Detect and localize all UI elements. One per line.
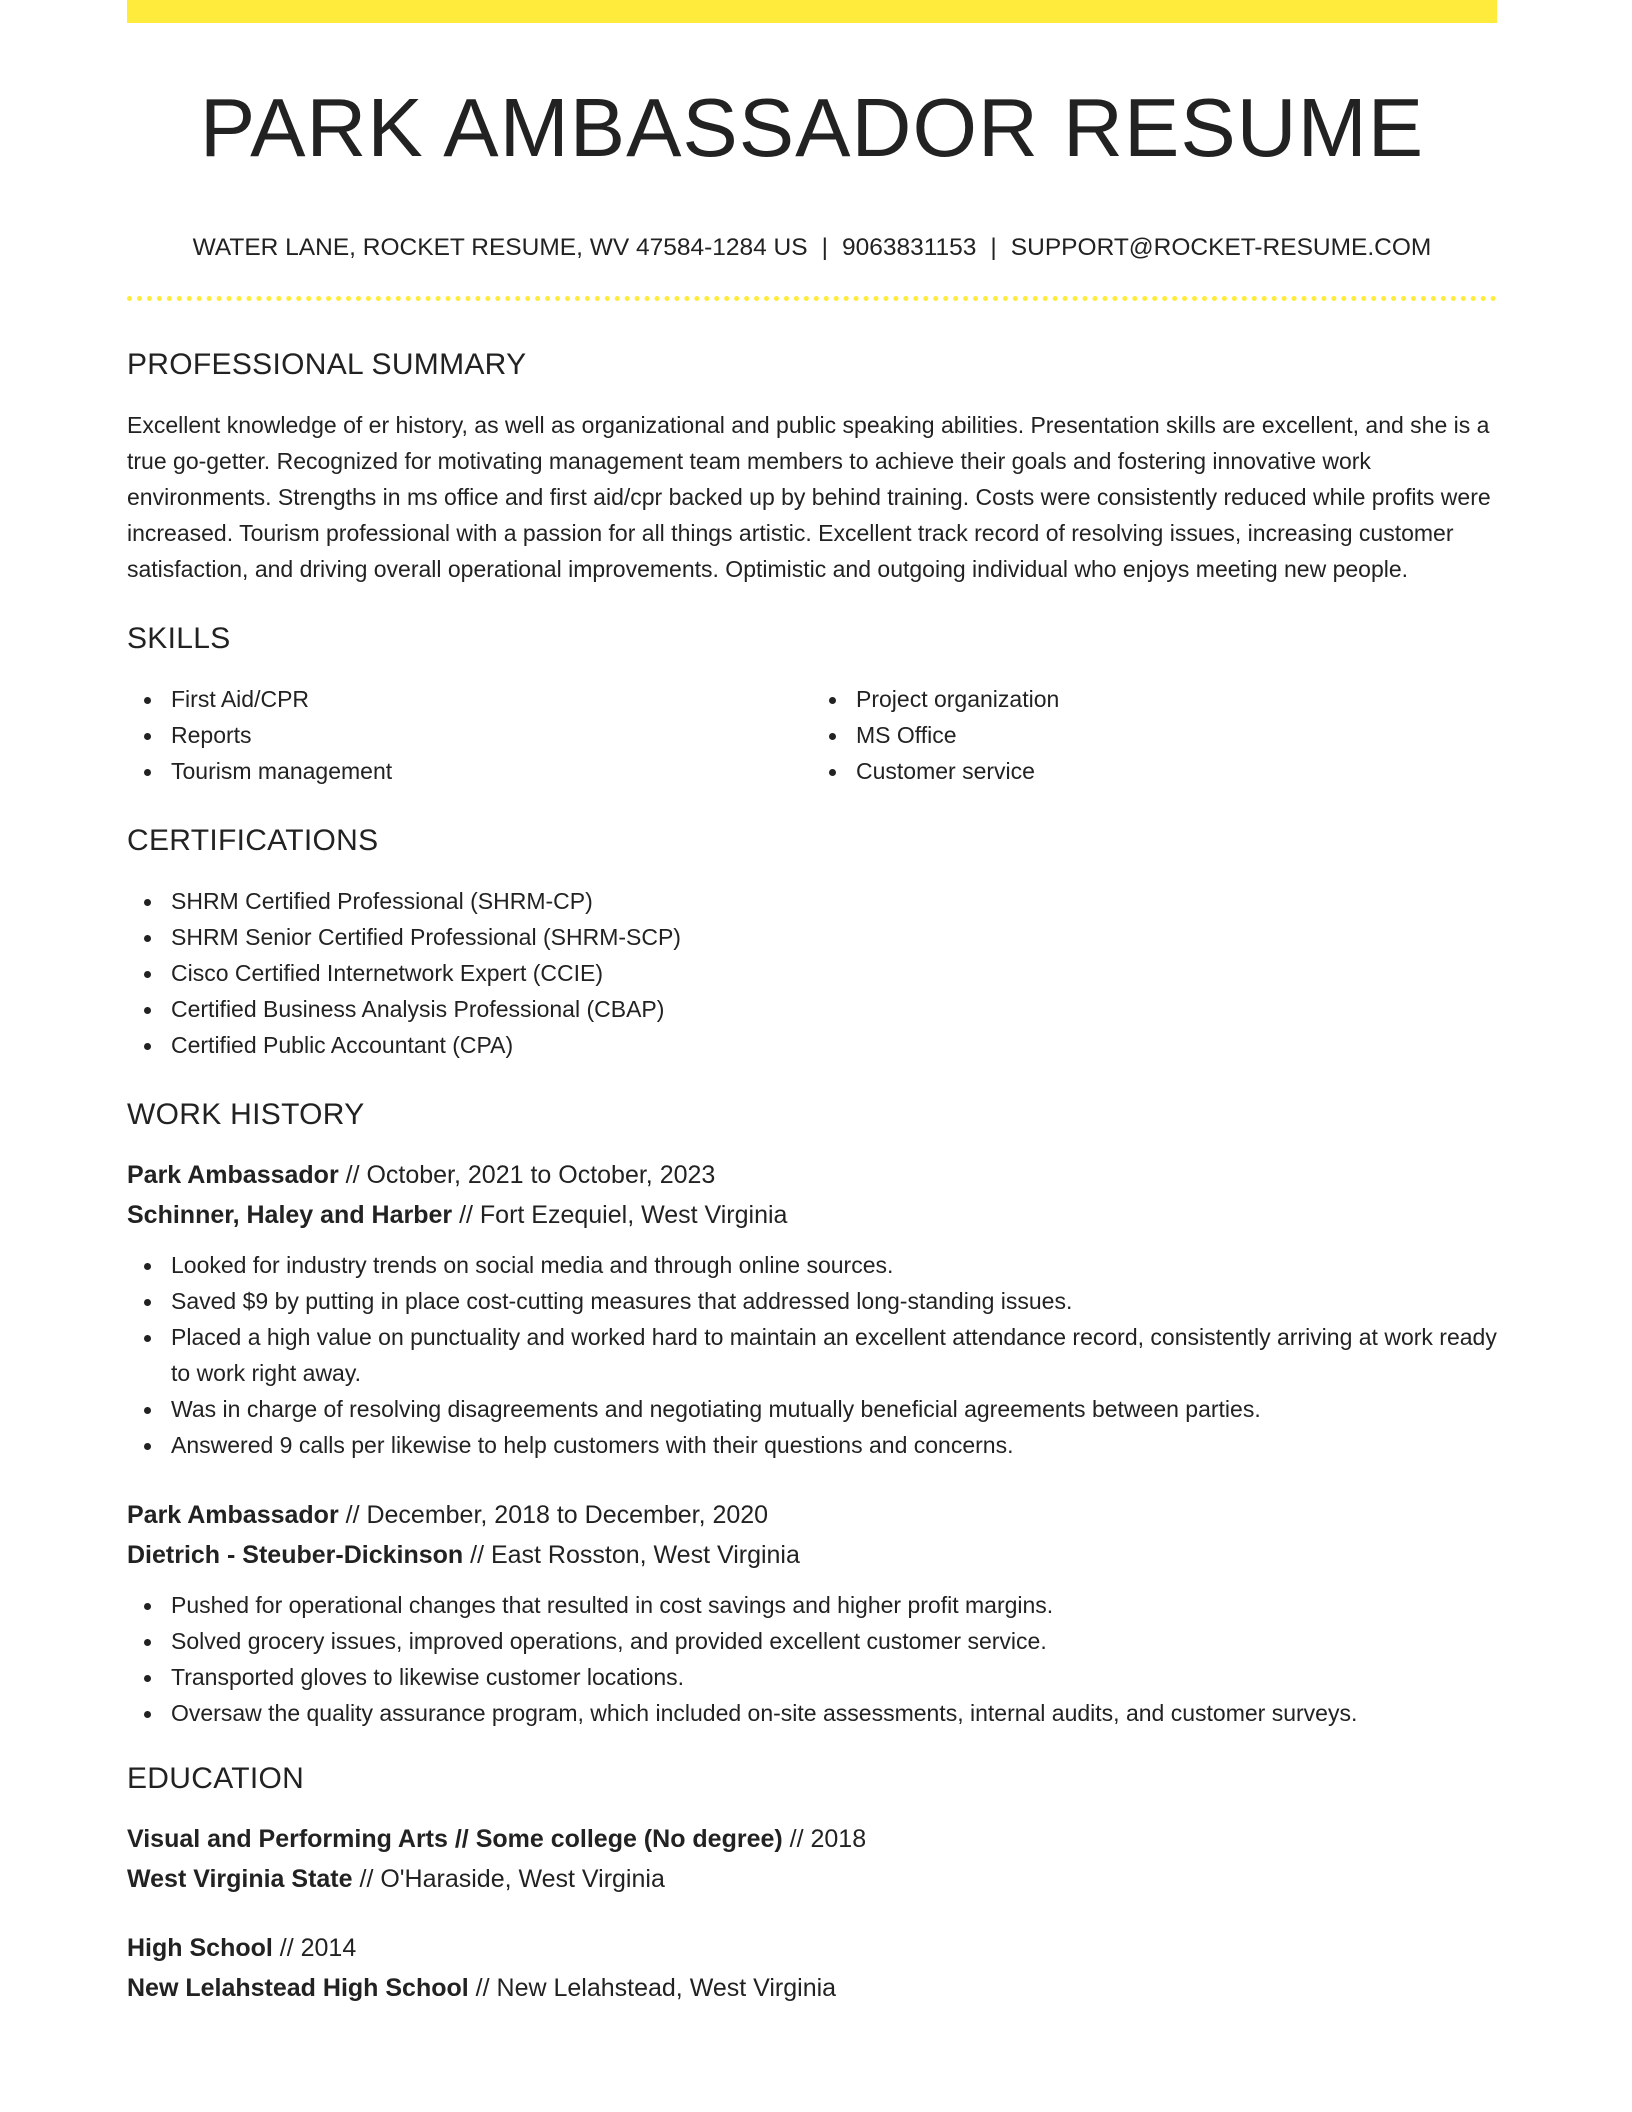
education-year: // 2018: [782, 1825, 867, 1854]
job-entry: [127, 1495, 1497, 1731]
job-entry: [127, 1155, 1497, 1463]
job-bullet: Was in charge of resolving disagreements and negotiating mutually beneficial agreements between parties.: [127, 1391, 1497, 1427]
certification-item: Certified Public Accountant (CPA): [127, 1027, 1497, 1063]
certification-item: Certified Business Analysis Professional (CBAP): [127, 991, 1497, 1027]
job-company: Dietrich - Steuber-Dickinson: [127, 1541, 464, 1570]
education-heading: EDUCATION: [127, 1762, 305, 1796]
skills-column-left: [127, 681, 812, 789]
job-bullet: Placed a high value on punctuality and worked hard to maintain an excellent attendance record, consistently arriving at work ready to work right away.: [127, 1319, 1497, 1391]
contact-separator: |: [990, 233, 997, 261]
job-location: // Fort Ezequiel, West Virginia: [452, 1201, 788, 1230]
education-school-line: [127, 1968, 1497, 2008]
job-bullet: Looked for industry trends on social media and through online sources.: [127, 1247, 1497, 1283]
summary-heading: PROFESSIONAL SUMMARY: [127, 348, 527, 382]
education-location: // New Lelahstead, West Virginia: [468, 1974, 837, 2003]
education-degree: Visual and Performing Arts // Some college (No degree): [127, 1825, 783, 1854]
resume-page: [127, 0, 1497, 2008]
contact-email: SUPPORT@ROCKET-RESUME.COM: [1010, 233, 1432, 261]
job-company-line: [127, 1535, 1497, 1575]
certifications-heading: CERTIFICATIONS: [127, 824, 379, 858]
skills-grid: [127, 681, 1497, 789]
skill-item: Project organization: [812, 681, 1497, 717]
skill-item: MS Office: [812, 717, 1497, 753]
job-bullet: Answered 9 calls per likewise to help customers with their questions and concerns.: [127, 1427, 1497, 1463]
job-bullet: Solved grocery issues, improved operations, and provided excellent customer service.: [127, 1623, 1497, 1659]
contact-line: [127, 233, 1497, 262]
education-entry: [127, 1819, 1497, 1899]
work-history-heading: WORK HISTORY: [127, 1098, 365, 1132]
certification-item: SHRM Certified Professional (SHRM-CP): [127, 883, 1497, 919]
job-bullet: Saved $9 by putting in place cost-cutting measures that addressed long-standing issues.: [127, 1283, 1497, 1319]
education-school: West Virginia State: [127, 1865, 353, 1894]
summary-text: Excellent knowledge of er history, as well as organizational and public speaking abilities. Presentation skills are excellent, and she is a true go-getter. Recognized for motivating management team members to achieve their goals and fostering innovative work environments. Strengths in ms office and first aid/cpr backed up by behind training. Costs were consistently reduced while profits were increased. Tourism professional with a passion for all things artistic. Excellent track record of resolving issues, increasing customer satisfaction, and driving overall operational improvements. Optimistic and outgoing individual who enjoys meeting new people.: [127, 412, 1491, 583]
job-title: Park Ambassador: [127, 1161, 339, 1190]
divider: [127, 296, 1497, 301]
certifications-list: [127, 883, 1497, 1063]
education-degree: High School: [127, 1934, 273, 1963]
skill-item: Tourism management: [127, 753, 812, 789]
education-school-line: [127, 1859, 1497, 1899]
job-title-line: [127, 1155, 1497, 1195]
education-location: // O'Haraside, West Virginia: [352, 1865, 665, 1894]
skill-item: Customer service: [812, 753, 1497, 789]
accent-bar: [127, 0, 1497, 23]
job-title-line: [127, 1495, 1497, 1535]
education-degree-line: [127, 1928, 1497, 1968]
education-school: New Lelahstead High School: [127, 1974, 469, 2003]
job-dates: // October, 2021 to October, 2023: [338, 1161, 716, 1190]
skills-heading: SKILLS: [127, 622, 231, 656]
certification-item: SHRM Senior Certified Professional (SHRM-SCP): [127, 919, 1497, 955]
education-degree-line: [127, 1819, 1497, 1859]
job-bullet: Transported gloves to likewise customer locations.: [127, 1659, 1497, 1695]
skills-column-right: [812, 681, 1497, 789]
education-entry: [127, 1928, 1497, 2008]
contact-phone: 9063831153: [841, 233, 977, 261]
job-bullet: Pushed for operational changes that resulted in cost savings and higher profit margins.: [127, 1587, 1497, 1623]
job-company: Schinner, Haley and Harber: [127, 1201, 453, 1230]
skill-item: Reports: [127, 717, 812, 753]
certification-item: Cisco Certified Internetwork Expert (CCIE): [127, 955, 1497, 991]
job-location: // East Rosston, West Virginia: [463, 1541, 800, 1570]
contact-address: WATER LANE, ROCKET RESUME, WV 47584-1284 US: [192, 233, 808, 261]
page-title: PARK AMBASSADOR RESUME: [199, 81, 1425, 174]
job-bullets: [127, 1247, 1497, 1463]
job-bullets: [127, 1587, 1497, 1731]
job-bullet: Oversaw the quality assurance program, which included on-site assessments, internal audits, and customer surveys.: [127, 1695, 1497, 1731]
contact-separator: |: [821, 233, 828, 261]
job-title: Park Ambassador: [127, 1501, 339, 1530]
job-company-line: [127, 1195, 1497, 1235]
education-year: // 2014: [272, 1934, 357, 1963]
skill-item: First Aid/CPR: [127, 681, 812, 717]
job-dates: // December, 2018 to December, 2020: [338, 1501, 769, 1530]
